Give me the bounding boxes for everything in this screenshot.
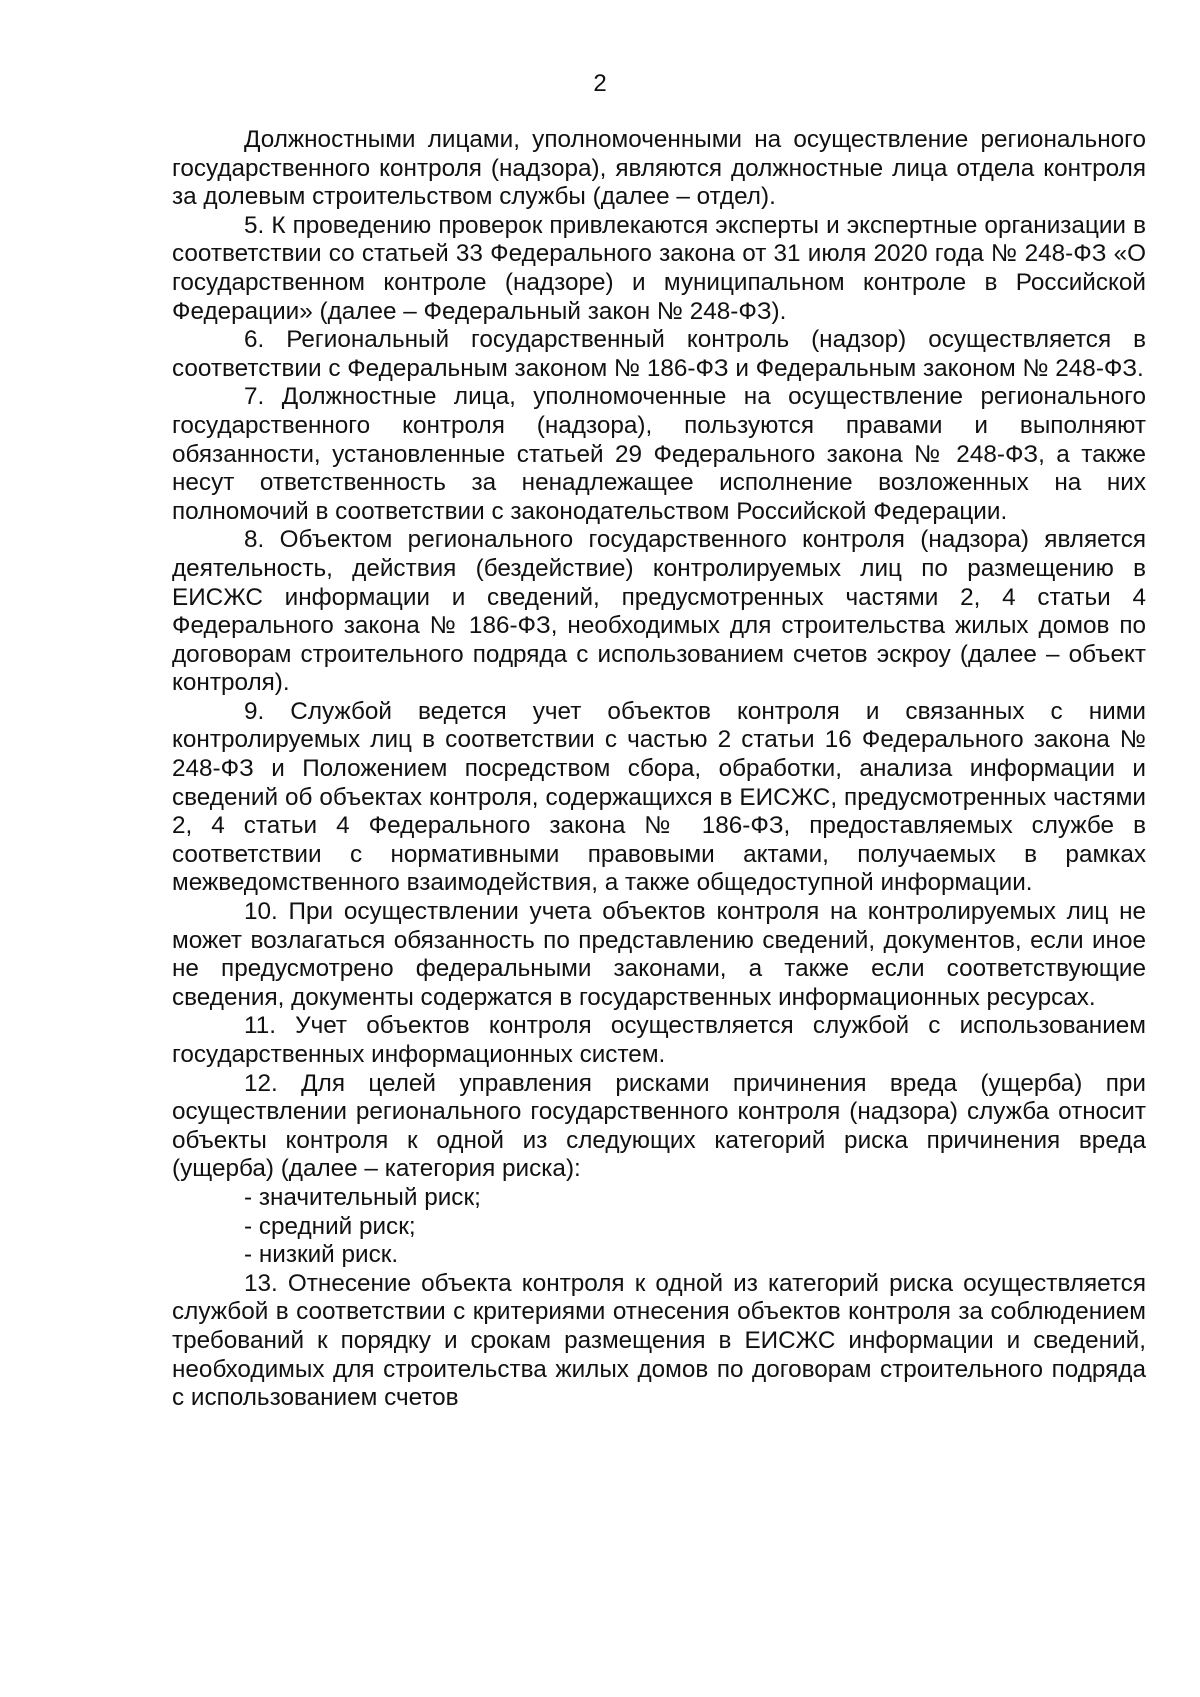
- paragraph-13: 13. Отнесение объекта контроля к одной из категорий риска осуществляется службой в соответствии с критериями отнесения объектов контроля за соблюдением требований к порядку и срокам размещения в ЕИСЖС информации и сведений, необходимых для строительства жилых домов по договорам строительного подряда с использованием счетов: [172, 1269, 1146, 1412]
- paragraph-officials: Должностными лицами, уполномоченными на осуществление регионального государственного контроля (надзора), являются должностные лица отдела контроля за долевым строительством службы (далее – отдел).: [172, 126, 1146, 211]
- paragraph-5: 5. К проведению проверок привлекаются эксперты и экспертные организации в соответствии со статьей 33 Федерального закона от 31 июля 2020 года № 248-ФЗ «О государственном контроле (надзоре) и муниципальном контроле в Российской Федерации» (далее – Федеральный закон № 248-ФЗ).: [172, 211, 1146, 325]
- document-body: [172, 126, 1146, 1413]
- paragraph-12: 12. Для целей управления рисками причинения вреда (ущерба) при осуществлении регионального государственного контроля (надзора) служба относит объекты контроля к одной из следующих категорий риска причинения вреда (ущерба) (далее – категория риска):: [172, 1069, 1146, 1183]
- paragraph-11: 11. Учет объектов контроля осуществляется службой с использованием государственных информационных систем.: [172, 1012, 1146, 1068]
- paragraph-9: 9. Службой ведется учет объектов контроля и связанных с ними контролируемых лиц в соответствии с частью 2 статьи 16 Федерального закона № 248-ФЗ и Положением посредством сбора, обработки, анализа информации и сведений об объектах контроля, содержащихся в ЕИСЖС, предусмотренных частями 2, 4 статьи 4 Федерального закона № 186-ФЗ, предоставляемых службе в соответствии с нормативными правовыми актами, получаемых в рамках межведомственного взаимодействия, а также общедоступной информации.: [172, 697, 1146, 897]
- paragraph-10: 10. При осуществлении учета объектов контроля на контролируемых лиц не может возлагаться обязанность по представлению сведений, документов, если иное не предусмотрено федеральными законами, а также если соответствующие сведения, документы содержатся в государственных информационных ресурсах.: [172, 898, 1146, 1011]
- list-item-low-risk: - низкий риск.: [244, 1241, 399, 1269]
- list-item-medium-risk: - средний риск;: [244, 1212, 416, 1240]
- paragraph-8: 8. Объектом регионального государственного контроля (надзора) является деятельность, действия (бездействие) контролируемых лиц по размещению в ЕИСЖС информации и сведений, предусмотренных частями 2, 4 статьи 4 Федерального закона № 186-ФЗ, необходимых для строительства жилых домов по договорам строительного подряда с использованием счетов эскроу (далее – объект контроля).: [172, 526, 1146, 697]
- page-number: 2: [593, 70, 607, 97]
- paragraph-6: 6. Региональный государственный контроль (надзор) осуществляется в соответствии с Федеральным законом № 186-ФЗ и Федеральным законом № 248-ФЗ.: [172, 326, 1146, 382]
- list-item-significant-risk: - значительный риск;: [244, 1183, 481, 1211]
- paragraph-7: 7. Должностные лица, уполномоченные на осуществление регионального государственного контроля (надзора), пользуются правами и выполняют обязанности, установленные статьей 29 Федерального закона № 248-ФЗ, а также несут ответственность за ненадлежащее исполнение возложенных на них полномочий в соответствии с законодательством Российской Федерации.: [172, 383, 1146, 525]
